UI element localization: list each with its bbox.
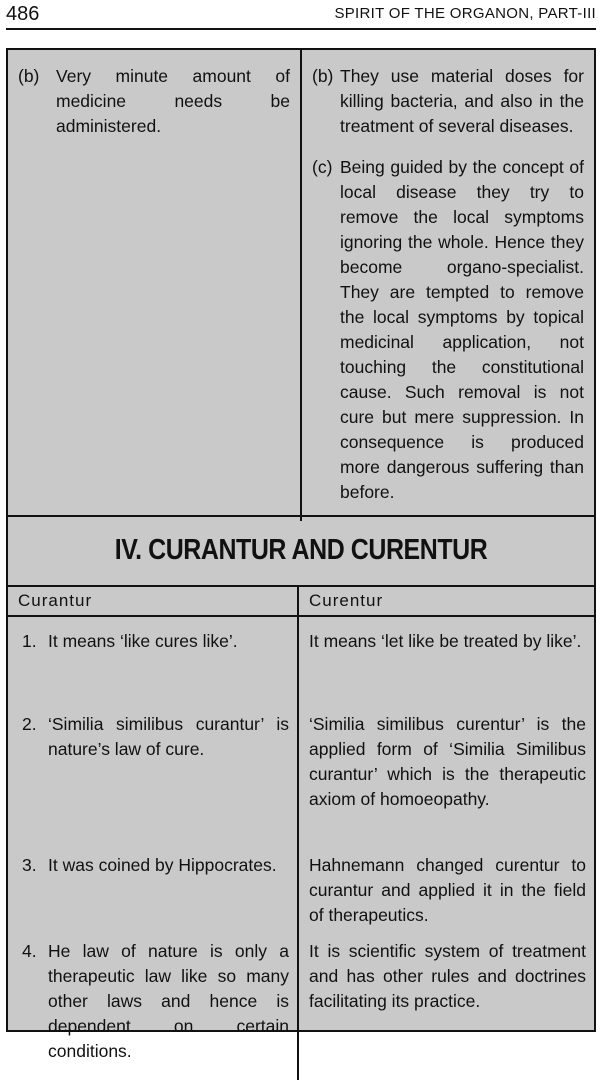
cell-text: ‘Similia similibus curentur’ is the applied form of ‘Similia Similibus curantur’ which is the therapeutic axiom of homoeopathy. (309, 714, 586, 809)
table-row (18, 939, 289, 1064)
column-header-curentur: Curentur (299, 587, 594, 617)
item-marker: (b) (18, 66, 40, 86)
page-number: 486 (6, 3, 40, 25)
list-item (312, 64, 584, 139)
item-text: They use material doses for killing bacteria, and also in the treatment of several diseases. (340, 66, 584, 136)
comparison-right-column (302, 50, 594, 521)
list-item (18, 64, 290, 139)
comparison-top (8, 50, 594, 517)
cell-text: It means ‘let like be treated by like’. (309, 631, 582, 651)
cell-text: It was coined by Hippocrates. (48, 855, 277, 875)
table-row (18, 712, 289, 837)
cell-text: He law of nature is only a therapeutic law like so many other laws and hence is dependent on certain conditions. (48, 941, 289, 1061)
table-row (18, 853, 289, 923)
table-row (309, 712, 586, 837)
table-row (309, 939, 586, 1014)
table-right-column (299, 587, 594, 1080)
running-title: SPIRIT OF THE ORGANON, PART-III (334, 5, 596, 22)
row-number: 4. (22, 941, 37, 961)
table-row (309, 629, 586, 696)
item-text: Being guided by the concept of local disease they try to remove the local symptoms ignoring the whole. Hence they become organo-specialist. They are tempted to remove the local symptoms by topical medicinal application, not touching the constitutional cause. Such removal is not cure but mere suppression. In consequence is produced more dangerous suffering than before. (340, 157, 584, 502)
cell-text: ‘Similia similibus curantur’ is nature’s law of cure. (48, 714, 289, 759)
cell-text: It means ‘like cures like’. (48, 631, 238, 651)
table-row (18, 629, 289, 696)
row-number: 1. (22, 631, 37, 651)
item-marker: (c) (312, 157, 333, 177)
comparison-left-column (8, 50, 302, 521)
item-text: Very minute amount of medicine needs be administered. (56, 66, 290, 136)
table-row (309, 853, 586, 923)
row-number: 3. (22, 855, 37, 875)
column-header-curantur: Curantur (8, 587, 297, 617)
table-left-column (8, 587, 299, 1080)
page-header (6, 0, 596, 30)
row-number: 2. (22, 714, 37, 734)
list-item (312, 155, 584, 505)
cell-text: Hahnemann changed curentur to curantur and applied it in the field of therapeutics. (309, 855, 586, 925)
curantur-curentur-table (8, 585, 594, 1061)
item-marker: (b) (312, 66, 334, 86)
section-title: IV. CURANTUR AND CURENTUR (114, 533, 488, 566)
cell-text: It is scientific system of treatment and has other rules and doctrines facilitating its practice. (309, 941, 586, 1011)
content-frame (6, 48, 596, 1061)
